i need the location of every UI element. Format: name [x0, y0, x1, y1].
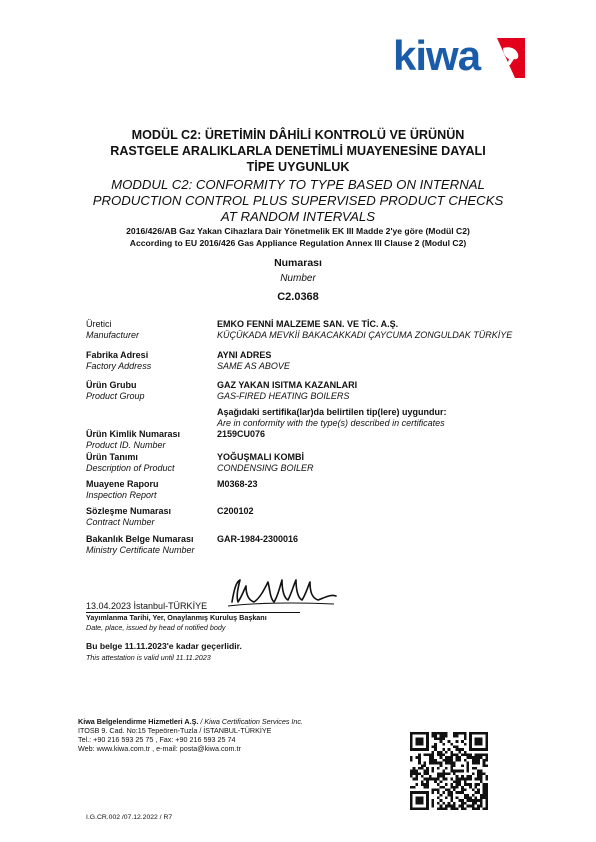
factory-value: AYNI ADRES — [217, 350, 272, 360]
certificate-number: C2.0368 — [277, 291, 319, 303]
title-tr-line2: RASTGELE ARALIKLARLA DENETİMLİ MUAYENESİNE DAYALI — [110, 144, 486, 158]
contract-label-tr: Sözleşme Numarası — [86, 506, 172, 516]
validity-tr: Bu belge 11.11.2023'e kadar geçerlidir. — [86, 641, 242, 651]
title-en-line3: AT RANDOM INTERVALS — [220, 209, 376, 224]
number-label-tr: Numarası — [274, 257, 322, 269]
issue-label-en: Date, place, issued by head of notified body — [86, 623, 226, 632]
factory-label-en: Factory Address — [86, 361, 152, 371]
kiwa-logo — [393, 34, 525, 80]
footer-company-en: / Kiwa Certification Services Inc. — [198, 717, 304, 726]
footer-company-tr: Kiwa Belgelendirme Hizmetleri A.Ş. — [78, 717, 199, 726]
contract-value: C200102 — [217, 506, 254, 516]
regulation-en: According to EU 2016/426 Gas Appliance Regulation Annex III Clause 2 (Modul C2) — [129, 238, 467, 248]
product-id-label-en: Product ID. Number — [86, 440, 166, 450]
footer-web: Web: www.kiwa.com.tr , e-mail: posta@kiwa.com.tr — [78, 744, 241, 753]
kiwa-bird-icon — [489, 38, 525, 78]
group-value: GAZ YAKAN ISITMA KAZANLARI — [217, 380, 358, 390]
description-label-en: Description of Product — [86, 463, 175, 473]
description-value: YOĞUŞMALI KOMBİ — [217, 452, 304, 462]
signature-image — [224, 572, 344, 612]
ministry-label-en: Ministry Certificate Number — [86, 545, 195, 555]
validity-en: This attestation is valid until 11.11.2023 — [86, 653, 211, 662]
qr-code-image — [410, 732, 488, 810]
document-code: I.G.CR.002 /07.12.2022 / R7 — [86, 814, 173, 821]
footer-address: ITOSB 9. Cad. No:15 Tepeören-Tuzla / İSTANBUL-TÜRKİYE — [78, 726, 272, 735]
inspection-value: M0368-23 — [217, 479, 258, 489]
product-id-label-tr: Ürün Kimlik Numarası — [86, 429, 181, 439]
product-id-value: 2159CU076 — [217, 429, 266, 439]
footer-company — [78, 717, 303, 726]
inspection-label-tr: Muayene Raporu — [86, 479, 159, 489]
description-value-en: CONDENSING BOILER — [217, 463, 314, 473]
inspection-label-en: Inspection Report — [86, 490, 157, 500]
group-value-en: GAS-FIRED HEATING BOILERS — [217, 391, 350, 401]
issue-date-place: 13.04.2023 İstanbul-TÜRKİYE — [86, 601, 208, 611]
conformity-tr: Aşağıdaki sertifika(lar)da belirtilen tip(lere) uygundur: — [217, 407, 447, 417]
description-label-tr: Ürün Tanımı — [86, 452, 138, 462]
group-label-en: Product Group — [86, 391, 145, 401]
footer-phone: Tel.: +90 216 593 25 75 , Fax: +90 216 593 25 74 — [78, 735, 236, 744]
title-en-line1: MODDUL C2: CONFORMITY TO TYPE BASED ON INTERNAL — [111, 177, 485, 192]
manufacturer-value: EMKO FENNİ MALZEME SAN. VE TİC. A.Ş. — [217, 319, 399, 329]
manufacturer-label-en: Manufacturer — [86, 330, 140, 340]
factory-value-en: SAME AS ABOVE — [217, 361, 290, 371]
title-tr-line1: MODÜL C2: ÜRETİMİN DÂHİLİ KONTROLÜ VE ÜRÜNÜN — [131, 128, 465, 142]
contract-label-en: Contract Number — [86, 517, 155, 527]
title-en-line2: PRODUCTION CONTROL PLUS SUPERVISED PRODUCT CHECKS — [92, 193, 504, 208]
ministry-label-tr: Bakanlık Belge Numarası — [86, 534, 194, 544]
logo-wordmark: kiwa — [393, 32, 481, 79]
ministry-value: GAR-1984-2300016 — [217, 534, 299, 544]
factory-label-tr: Fabrika Adresi — [86, 350, 149, 360]
conformity-en: Are in conformity with the type(s) described in certificates — [217, 418, 445, 428]
issue-label-tr: Yayımlanma Tarihi, Yer, Onaylanmış Kuruluş Başkanı — [86, 613, 267, 622]
regulation-tr: 2016/426/AB Gaz Yakan Cihazlara Dair Yönetmelik EK III Madde 2'ye göre (Modül C2) — [126, 226, 470, 236]
number-label-en: Number — [280, 273, 316, 284]
manufacturer-label-tr: Üretici — [86, 319, 112, 329]
title-tr-line3: TİPE UYGUNLUK — [246, 160, 350, 174]
manufacturer-address: KÜÇÜKADA MEVKİİ BAKACAKKADI ÇAYCUMA ZONGULDAK TÜRKİYE — [217, 330, 513, 340]
group-label-tr: Ürün Grubu — [86, 380, 137, 390]
